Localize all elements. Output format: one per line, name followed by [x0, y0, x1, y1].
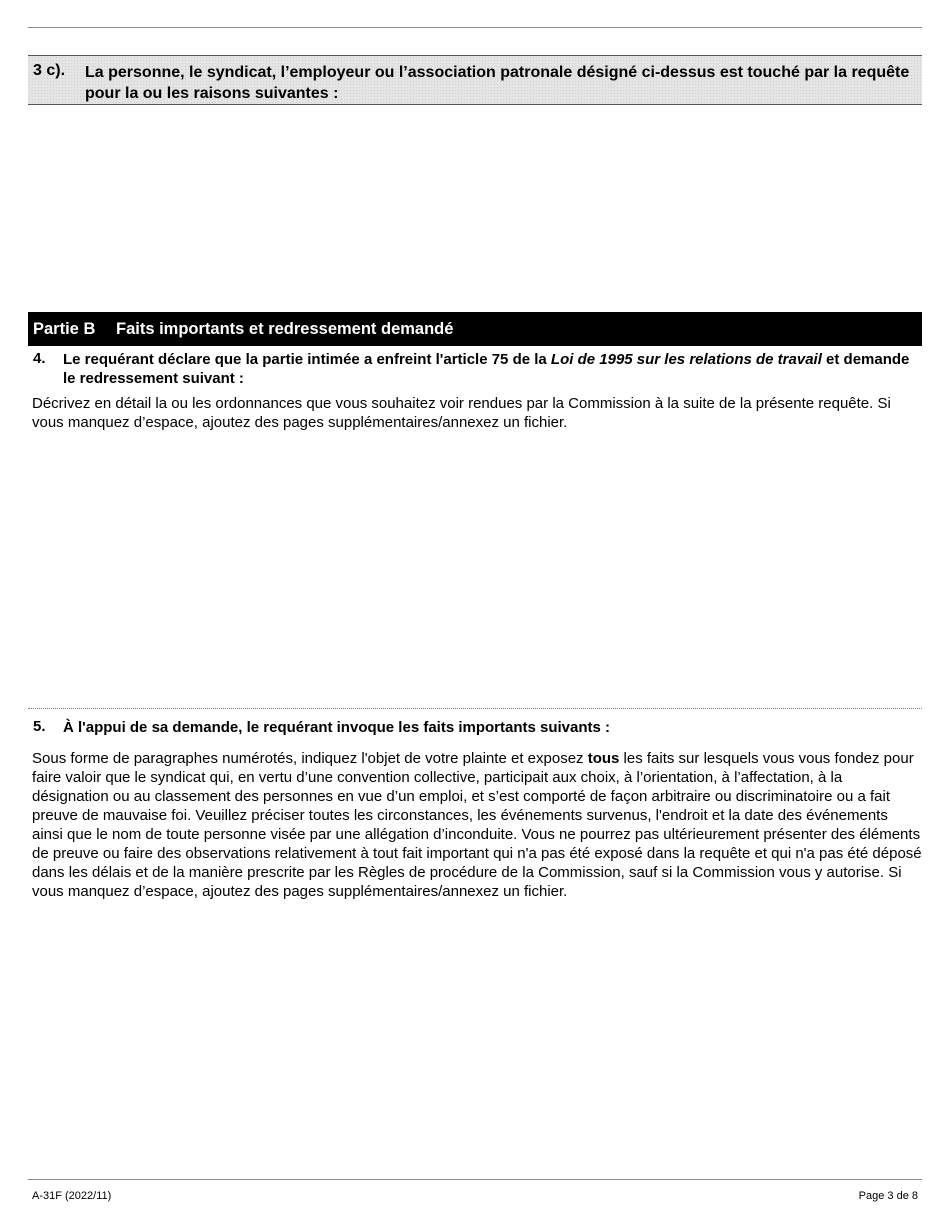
- question-5-number: 5.: [33, 718, 46, 735]
- question-4-answer-area[interactable]: [28, 436, 922, 704]
- question-5-instructions: [32, 749, 922, 901]
- question-4-text-start: Le requérant déclare que la partie intimée a enfreint l'article 75 de la: [63, 351, 551, 368]
- question-4-text-end: et demande le redressement suivant :: [63, 351, 910, 387]
- form-code: A-31F (2022/11): [32, 1190, 112, 1202]
- question-5-instructions-start: Sous forme de paragraphes numérotés, indiquez l'objet de votre plainte et exposez: [32, 750, 588, 767]
- act-title: Loi de 1995 sur les relations de travail: [550, 351, 822, 368]
- section-3c-answer-area[interactable]: [28, 108, 922, 308]
- part-b-header: [28, 312, 922, 346]
- question-4-text: [63, 350, 913, 388]
- question-4-number: 4.: [33, 350, 46, 367]
- section-divider: [28, 708, 922, 709]
- section-3c-number: 3 c).: [33, 62, 66, 79]
- top-divider: [28, 27, 922, 28]
- section-3c-header: [28, 55, 922, 105]
- question-5-text: À l'appui de sa demande, le requérant invoque les faits importants suivants :: [63, 719, 611, 736]
- part-b-title: Faits importants et redressement demandé: [116, 320, 454, 338]
- footer-divider: [28, 1179, 922, 1180]
- question-5-answer-area[interactable]: [28, 905, 922, 1173]
- page-number: Page 3 de 8: [858, 1190, 918, 1202]
- section-3c-question: La personne, le syndicat, l’employeur ou l’association patronale désigné ci-dessus est touché par la requête pour la ou les raisons suivantes :: [85, 64, 910, 102]
- question-4-instructions: Décrivez en détail la ou les ordonnances que vous souhaitez voir rendues par la Commission à la suite de la présente requête. Si vous manquez d’espace, ajoutez des pages supplémentaires/annexez un fichier.: [32, 395, 891, 431]
- emphasis-tous: tous: [587, 750, 620, 767]
- question-5-instructions-end: les faits sur lesquels vous vous fondez pour faire valoir que le syndicat qui, en vertu d’une convention collective, participait aux choix, à l’orientation, à l’affectation, à la désignation ou au classement des personnes en vue d’un emploi, et s’est comporté de façon arbitraire ou discriminatoire ou a fait preuve de mauvaise foi. Veuillez préciser toutes les circonstances, les événements survenus, l'endroit et la date des événements ainsi que le nom de toute personne visée par une allégation d’inconduite. Vous ne pourrez pas ultérieurement présenter des éléments de preuve ou faire des observations relativement à tout fait important qui n'a pas été exposé dans la requête et qui n'a pas été déposé dans les délais et de la manière prescrite par les Règles de procédure de la Commission, sauf si la Commission vous y autorise. Si vous manquez d’espace, ajoutez des pages supplémentaires/annexez un fichier.: [32, 750, 922, 900]
- part-b-label: Partie B: [33, 320, 96, 338]
